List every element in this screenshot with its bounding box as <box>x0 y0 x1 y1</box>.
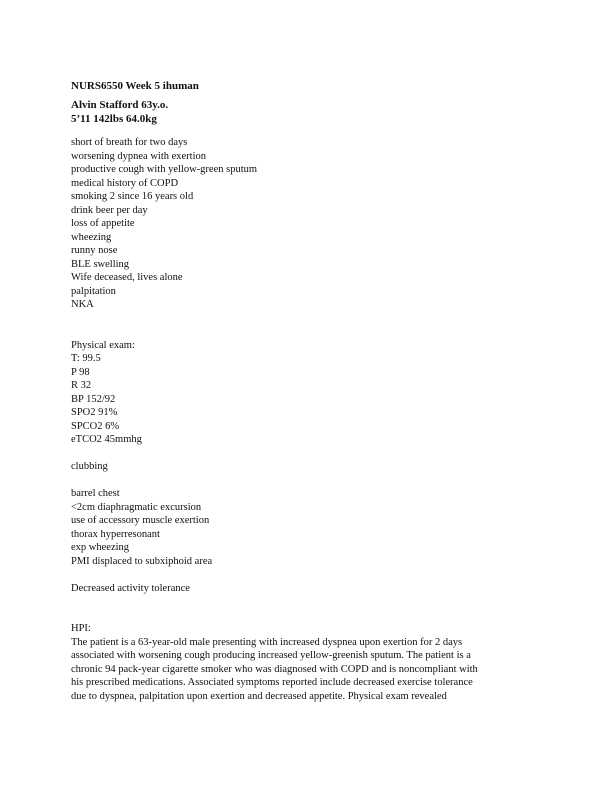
symptom-item: productive cough with yellow-green sputum <box>71 164 258 175</box>
symptom-item: loss of appetite <box>71 218 135 229</box>
symptom-item: wheezing <box>71 231 112 243</box>
finding-item: thorax hyperresonant <box>71 528 160 540</box>
hpi-line: chronic 94 pack-year cigarette smoker who was diagnosed with COPD and is noncompliant with <box>71 663 478 675</box>
symptom-item: BLE swelling <box>71 258 130 270</box>
activity-tolerance: Decreased activity tolerance <box>71 582 190 594</box>
hpi-line: The patient is a 63-year-old male presenting with increased dyspnea upon exertion for 2 days <box>71 636 463 648</box>
symptom-item: NKA <box>71 299 94 310</box>
vital-blood-pressure: BP 152/92 <box>71 393 116 405</box>
finding-item: exp wheezing <box>71 542 130 553</box>
hpi-line: associated with worsening cough producing increased yellow-greenish sputum. The patient is a <box>71 650 471 661</box>
physical-exam-section <box>71 339 541 596</box>
vital-spco2: SPCO2 6% <box>71 420 120 432</box>
hpi-section <box>71 622 541 703</box>
document-page <box>71 80 541 703</box>
physical-exam-heading: Physical exam: <box>71 339 135 351</box>
vital-pulse: P 98 <box>71 366 90 378</box>
patient-name-age: Alvin Stafford 63y.o. <box>71 99 169 111</box>
symptom-list <box>71 136 541 312</box>
vital-respiration: R 32 <box>71 380 92 391</box>
hpi-line: due to dyspnea, palpitation upon exertion and decreased appetite. Physical exam revealed <box>71 690 447 702</box>
patient-header <box>71 99 541 126</box>
symptom-item: worsening dypnea with exertion <box>71 150 207 162</box>
hpi-line: his prescribed medications. Associated symptoms reported include decreased exercise tolerance <box>71 677 473 688</box>
symptom-item: runny nose <box>71 245 118 256</box>
symptom-item: palpitation <box>71 285 116 297</box>
vital-etco2: eTCO2 45mmhg <box>71 434 142 445</box>
finding-item: barrel chest <box>71 488 120 499</box>
finding-item: PMI displaced to subxiphoid area <box>71 555 213 567</box>
vital-temperature: T: 99.5 <box>71 353 101 364</box>
vital-spo2: SPO2 91% <box>71 407 118 418</box>
hpi-heading: HPI: <box>71 623 91 634</box>
finding-clubbing: clubbing <box>71 461 108 472</box>
symptom-item: drink beer per day <box>71 204 148 216</box>
document-title: NURS6550 Week 5 ihuman <box>71 80 199 92</box>
symptom-item: medical history of COPD <box>71 177 179 189</box>
patient-stats: 5’11 142lbs 64.0kg <box>71 112 157 125</box>
finding-item: use of accessory muscle exertion <box>71 515 210 526</box>
symptom-item: Wife deceased, lives alone <box>71 272 183 283</box>
symptom-item: smoking 2 since 16 years old <box>71 191 194 202</box>
symptom-item: short of breath for two days <box>71 137 188 148</box>
finding-item: <2cm diaphragmatic excursion <box>71 501 202 513</box>
